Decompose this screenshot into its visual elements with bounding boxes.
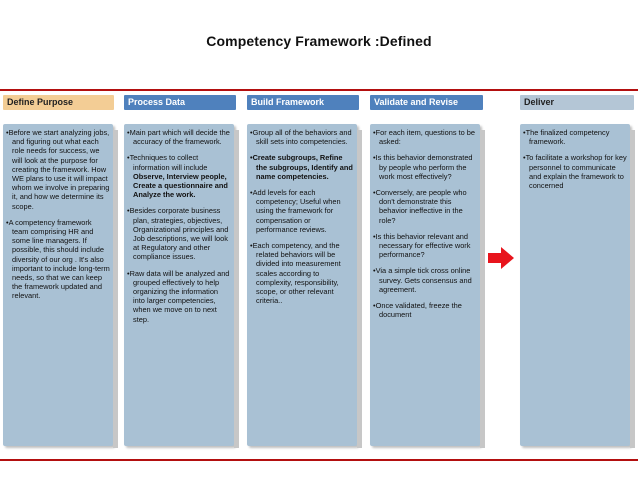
panel-shadow [113,130,118,448]
panel-shadow [357,130,362,448]
paragraph: •Each competency, and the related behaviors will be divided into measurement scales according to complexity, responsibility, scope, or other relevant criteria.. [250,241,341,306]
panel-validate-revise [370,124,480,446]
paragraph: •Before we start analyzing jobs, and figuring out what each role needs for success, we will look at the purpose for creating the framework. How WE plans to use it will impact whom we involve in preparing it, and how we determine its scope. [6,128,110,211]
paragraph: •Is this behavior demonstrated by people who perform the work most effectively? [373,153,473,181]
header-define-purpose: Define Purpose [3,95,114,110]
page-title: Competency Framework :Defined [206,33,432,49]
paragraph: •Besides corporate business plan, strategies, objectives, Organizational principles and Job descriptions, we will look at Regulatory and other compliance issues. [127,206,229,262]
paragraph: •Raw data will be analyzed and grouped effectively to help organizing the information into larger competencies, when we move on to next step. [127,268,230,324]
top-divider [0,89,638,91]
paragraph: •For each item, questions to be asked: [373,128,476,147]
paragraph: •Once validated, freeze the document [373,301,462,320]
header-process-data: Process Data [124,95,236,110]
panel-shadow [234,130,239,448]
paragraph: •A competency framework team comprising HR and some line managers. If possible, this should include diversity of our org . It's also important to include long-term needs, so that we can keep the framework updated and relevant. [6,217,110,301]
header-validate-revise: Validate and Revise [370,95,483,110]
paragraph: •Via a simple tick cross online survey. Gets consensus and agreement. [373,266,472,294]
paragraph: •Main part which will decide the accuracy of the framework. [127,128,230,147]
bottom-divider [0,459,638,461]
paragraph [127,153,231,199]
paragraph: •Add levels for each competency; Useful when using the framework for compensation or performance reviews. [250,188,341,234]
paragraph: •The finalized competency framework. [523,128,610,147]
paragraph: •To facilitate a workshop for key personnel to communicate and explain the framework to concerned [523,153,627,191]
paragraph: •Is this behavior relevant and necessary for effective work performance? [373,231,471,260]
header-deliver: Deliver [520,95,634,110]
paragraph [250,153,354,181]
panel-define-purpose [3,124,113,446]
panel-process-data [124,124,234,446]
panel-deliver [520,124,630,446]
panel-shadow [630,130,635,448]
header-build-framework: Build Framework [247,95,359,110]
paragraph: •Group all of the behaviors and skill sets into competencies. [250,128,352,147]
paragraph-bold: Observe, Interview people, Create a questionnaire and Analyze the work. [133,171,228,200]
paragraph: •Conversely, are people who don't demonstrate this behavior ineffective in the role? [373,188,467,225]
right-arrow-icon [488,247,514,269]
paragraph-text: •Techniques to collect information will include [127,153,208,172]
panel-shadow [480,130,485,448]
panel-build-framework [247,124,357,446]
paragraph-bold: •Create subgroups, Refine the subgroups, Identify and name competencies. [250,153,353,181]
